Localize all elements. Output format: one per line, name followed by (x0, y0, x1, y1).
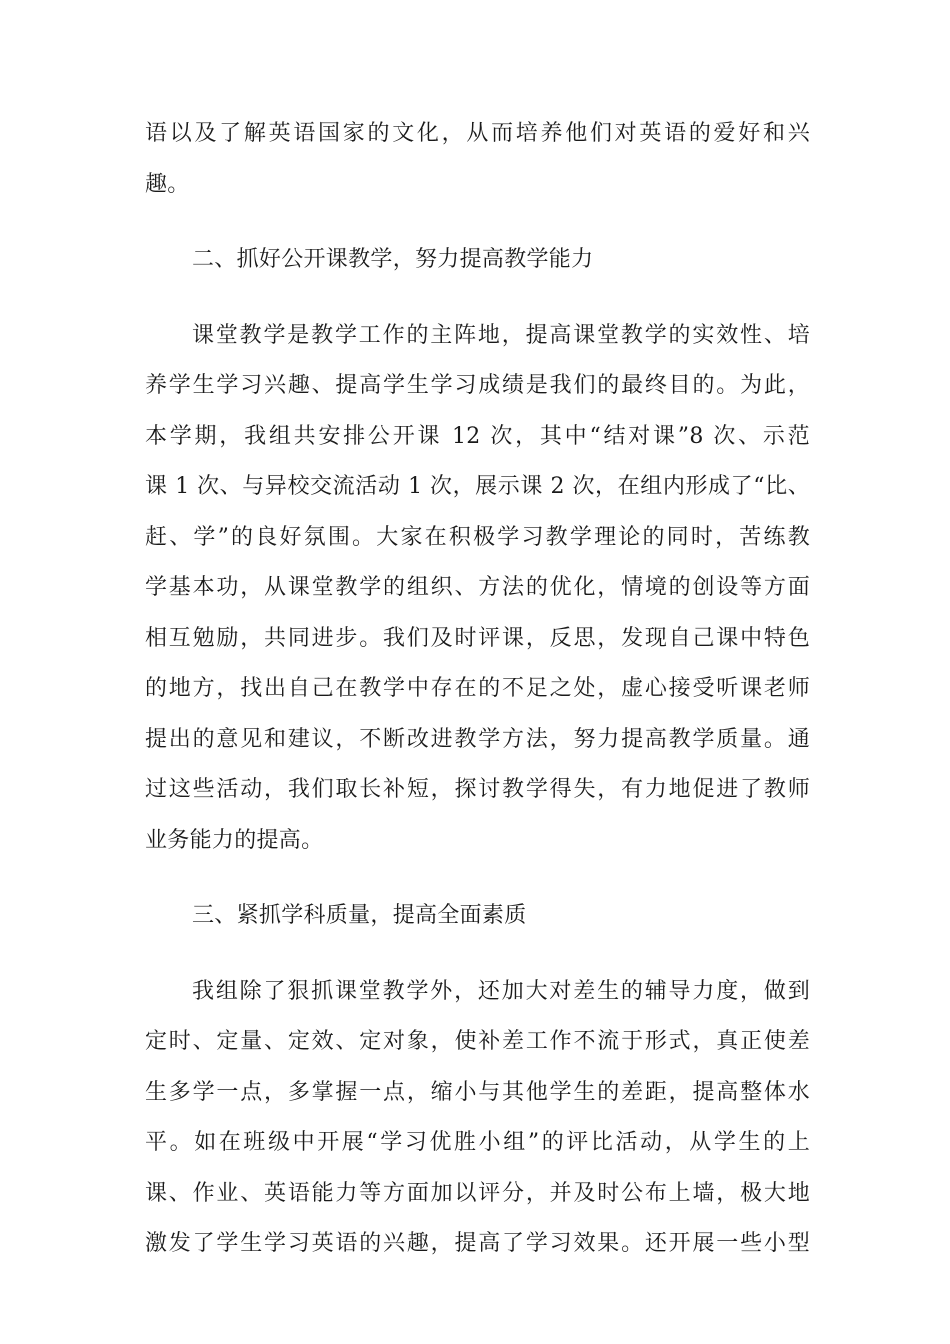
text-line: 相互勉励，共同进步。我们及时评课，反思，发现自己课中特色 (145, 625, 810, 651)
text-line: 课堂教学是教学工作的主阵地，提高课堂教学的实效性、培 (192, 322, 810, 348)
text-line: 的地方，找出自己在教学中存在的不足之处，虚心接受听课老师 (145, 676, 810, 701)
text-line: 趣。 (145, 171, 190, 197)
section-heading-2 (145, 235, 810, 286)
text-line: 定时、定量、定效、定对象，使补差工作不流于形式，真正使差 (145, 1029, 810, 1054)
paragraph-intro-tail (145, 109, 810, 210)
paragraph-open-class (145, 311, 810, 867)
text-line: 学基本功，从课堂教学的组织、方法的优化，情境的创设等方面 (145, 575, 810, 600)
text-line: 语以及了解英语国家的文化，从而培养他们对英语的爱好和兴 (145, 121, 810, 146)
document-body (145, 109, 810, 1270)
text-line: 课、作业、英语能力等方面加以评分，并及时公布上墙，极大地 (145, 1180, 810, 1206)
text-line: 提出的意见和建议，不断改进教学方法，努力提高教学质量。通 (145, 726, 810, 752)
text-line: 本学期，我组共安排公开课 12 次，其中“结对课”8 次、示范 (145, 423, 810, 449)
text-line: 过这些活动，我们取长补短，探讨教学得失，有力地促进了教师 (145, 777, 810, 802)
text-line: 平。如在班级中开展“学习优胜小组”的评比活动，从学生的上 (145, 1130, 810, 1155)
text-line: 生多学一点，多掌握一点，缩小与其他学生的差距，提高整体水 (145, 1079, 810, 1105)
text-line: 赶、学”的良好氛围。大家在积极学习教学理论的同时，苦练教 (145, 524, 810, 550)
section-heading-3 (145, 891, 810, 942)
heading-text: 二、抓好公开课教学，努力提高教学能力 (192, 247, 594, 272)
text-line: 业务能力的提高。 (145, 827, 324, 853)
text-line: 我组除了狠抓课堂教学外，还加大对差生的辅导力度，做到 (192, 978, 810, 1004)
paragraph-quality (145, 967, 810, 1270)
text-line: 激发了学生学习英语的兴趣，提高了学习效果。还开展一些小型 (145, 1231, 810, 1256)
text-line: 养学生学习兴趣、提高学生学习成绩是我们的最终目的。为此， (145, 373, 810, 398)
heading-text: 三、紧抓学科质量，提高全面素质 (192, 903, 527, 928)
text-line: 课 1 次、与异校交流活动 1 次，展示课 2 次，在组内形成了“比、 (145, 474, 810, 499)
